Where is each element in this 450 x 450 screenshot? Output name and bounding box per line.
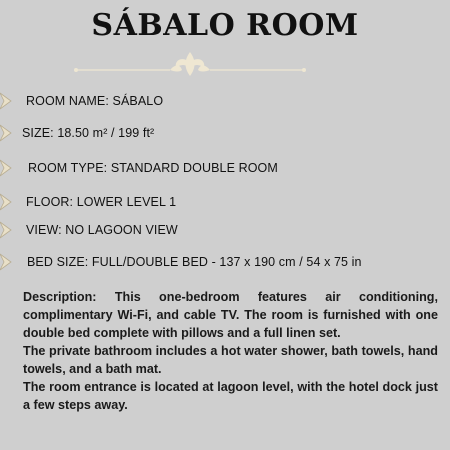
decorative-divider-icon <box>70 46 310 82</box>
detail-text: ROOM TYPE: STANDARD DOUBLE ROOM <box>28 161 278 175</box>
diamond-bullet-icon <box>0 220 14 240</box>
description-paragraph <box>23 288 438 342</box>
description-text: This one-bedroom features air conditioning, complimentary Wi-Fi, and cable TV. The room is furnished with one double bed complete with pillows and a full linen set. <box>23 290 438 340</box>
diamond-bullet-icon <box>0 123 14 143</box>
detail-text: ROOM NAME: SÁBALO <box>26 94 164 108</box>
room-description <box>23 288 438 414</box>
page-title: SÁBALO ROOM <box>91 8 359 43</box>
description-paragraph: The private bathroom includes a hot water shower, bath towels, hand towels, and a bath mat. <box>23 344 438 376</box>
description-paragraph: The room entrance is located at lagoon level, with the hotel dock just a few steps away. <box>23 380 438 412</box>
diamond-bullet-icon <box>0 91 14 111</box>
diamond-bullet-icon <box>0 158 14 178</box>
description-label: Description: <box>23 290 97 304</box>
detail-text: VIEW: NO LAGOON VIEW <box>26 223 178 237</box>
detail-text: FLOOR: LOWER LEVEL 1 <box>26 195 177 209</box>
detail-text: BED SIZE: FULL/DOUBLE BED - 137 x 190 cm / 54 x 75 in <box>27 255 362 269</box>
detail-text: SIZE: 18.50 m² / 199 ft² <box>22 126 155 140</box>
diamond-bullet-icon <box>0 252 14 272</box>
diamond-bullet-icon <box>0 192 14 212</box>
